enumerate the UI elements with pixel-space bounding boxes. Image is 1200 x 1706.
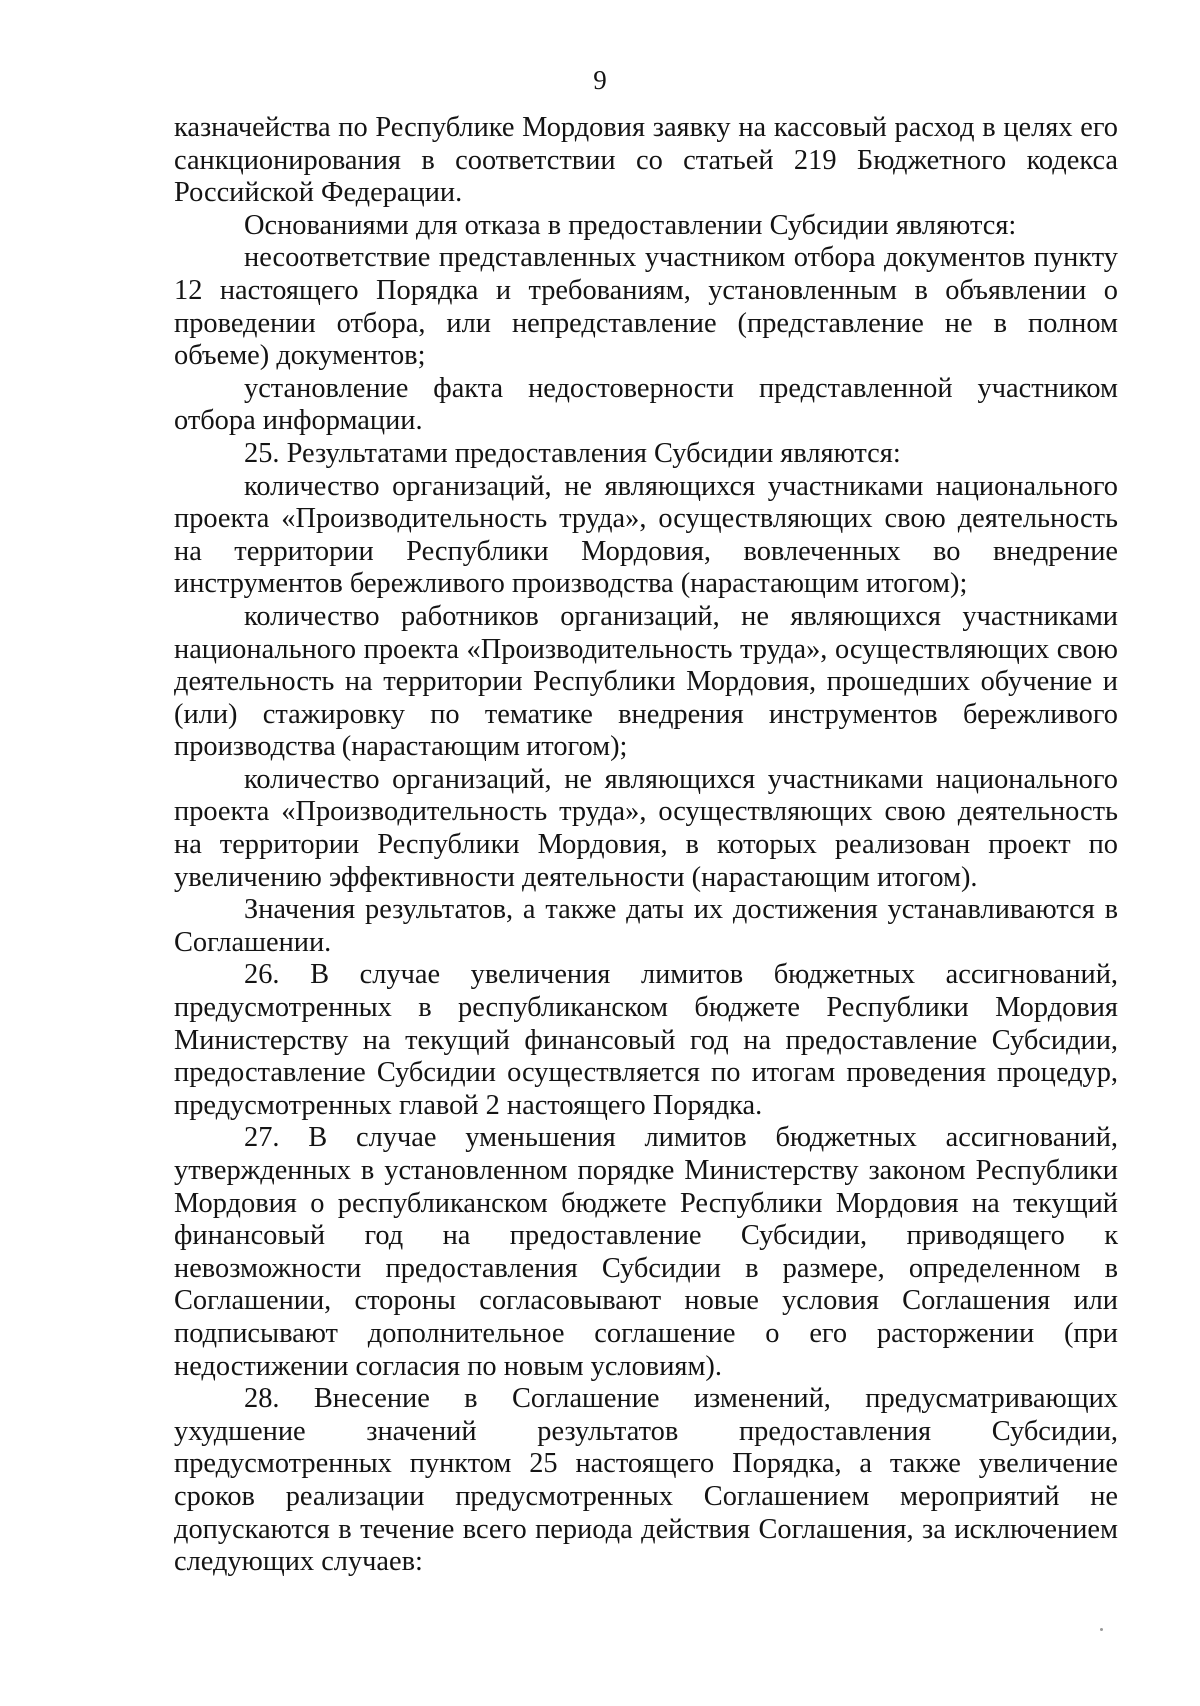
paragraph-item-28: 28. Внесение в Соглашение изменений, предусматривающих ухудшение значений результатов предоставления Субсидии, предусмотренных пунктом 25 настоящего Порядка, а также увеличение сроков реализации предусмотренных Соглашением мероприятий не допускаются в течение всего периода действия Соглашения, за исключением следующих случаев:: [174, 1383, 1118, 1578]
paragraph-result-employees: количество работников организаций, не являющихся участниками национального проекта «Производительность труда», осуществляющих свою деятельность на территории Республики Мордовия, прошедших обучение и (или) стажировку по тематике внедрения инструментов бережливого производства (нарастающим итогом);: [174, 600, 1118, 763]
paragraph-refusal-grounds: Основаниями для отказа в предоставлении Субсидии являются:: [244, 209, 1017, 241]
paragraph-treasury-request: казначейства по Республике Мордовия заявку на кассовый расход в целях его санкционирования в соответствии со статьей 219 Бюджетного кодекса Российской Федерации.: [174, 112, 1118, 209]
paragraph-item-27: 27. В случае уменьшения лимитов бюджетных ассигнований, утвержденных в установленном порядке Министерству законом Республики Мордовия о республиканском бюджете Республики Мордовия на текущий финансовый год на предоставление Субсидии, приводящего к невозможности предоставления Субсидии в размере, определенном в Соглашении, стороны согласовывают новые условия Соглашения или подписывают дополнительное соглашение о его расторжении (при недостижении согласия по новым условиям).: [174, 1122, 1118, 1382]
page-number: 9: [593, 65, 607, 95]
paragraph-result-projects: количество организаций, не являющихся участниками национального проекта «Производительность труда», осуществляющих свою деятельность на территории Республики Мордовия, в которых реализован проект по увеличению эффективности деятельности (нарастающим итогом).: [174, 763, 1118, 893]
paragraph-false-information: установление факта недостоверности представленной участником отбора информации.: [174, 372, 1118, 437]
document-body: [174, 112, 1118, 1579]
paragraph-item-25: 25. Результатами предоставления Субсидии являются:: [244, 437, 901, 469]
paragraph-item-26: 26. В случае увеличения лимитов бюджетных ассигнований, предусмотренных в республиканском бюджете Республики Мордовия Министерству на текущий финансовый год на предоставление Субсидии, предоставление Субсидии осуществляется по итогам проведения процедур, предусмотренных главой 2 настоящего Порядка.: [174, 959, 1118, 1121]
paragraph-documents-mismatch: несоответствие представленных участником отбора документов пункту 12 настоящего Порядка и требованиям, установленным в объявлении о проведении отбора, или непредставление (представление не в полном объеме) документов;: [174, 242, 1118, 372]
scan-speck: [1100, 1628, 1103, 1631]
paragraph-result-organizations: количество организаций, не являющихся участниками национального проекта «Производительность труда», осуществляющих свою деятельность на территории Республики Мордовия, вовлеченных во внедрение инструментов бережливого производства (нарастающим итогом);: [174, 470, 1118, 600]
paragraph-result-values: Значения результатов, а также даты их достижения устанавливаются в Соглашении.: [174, 894, 1118, 958]
